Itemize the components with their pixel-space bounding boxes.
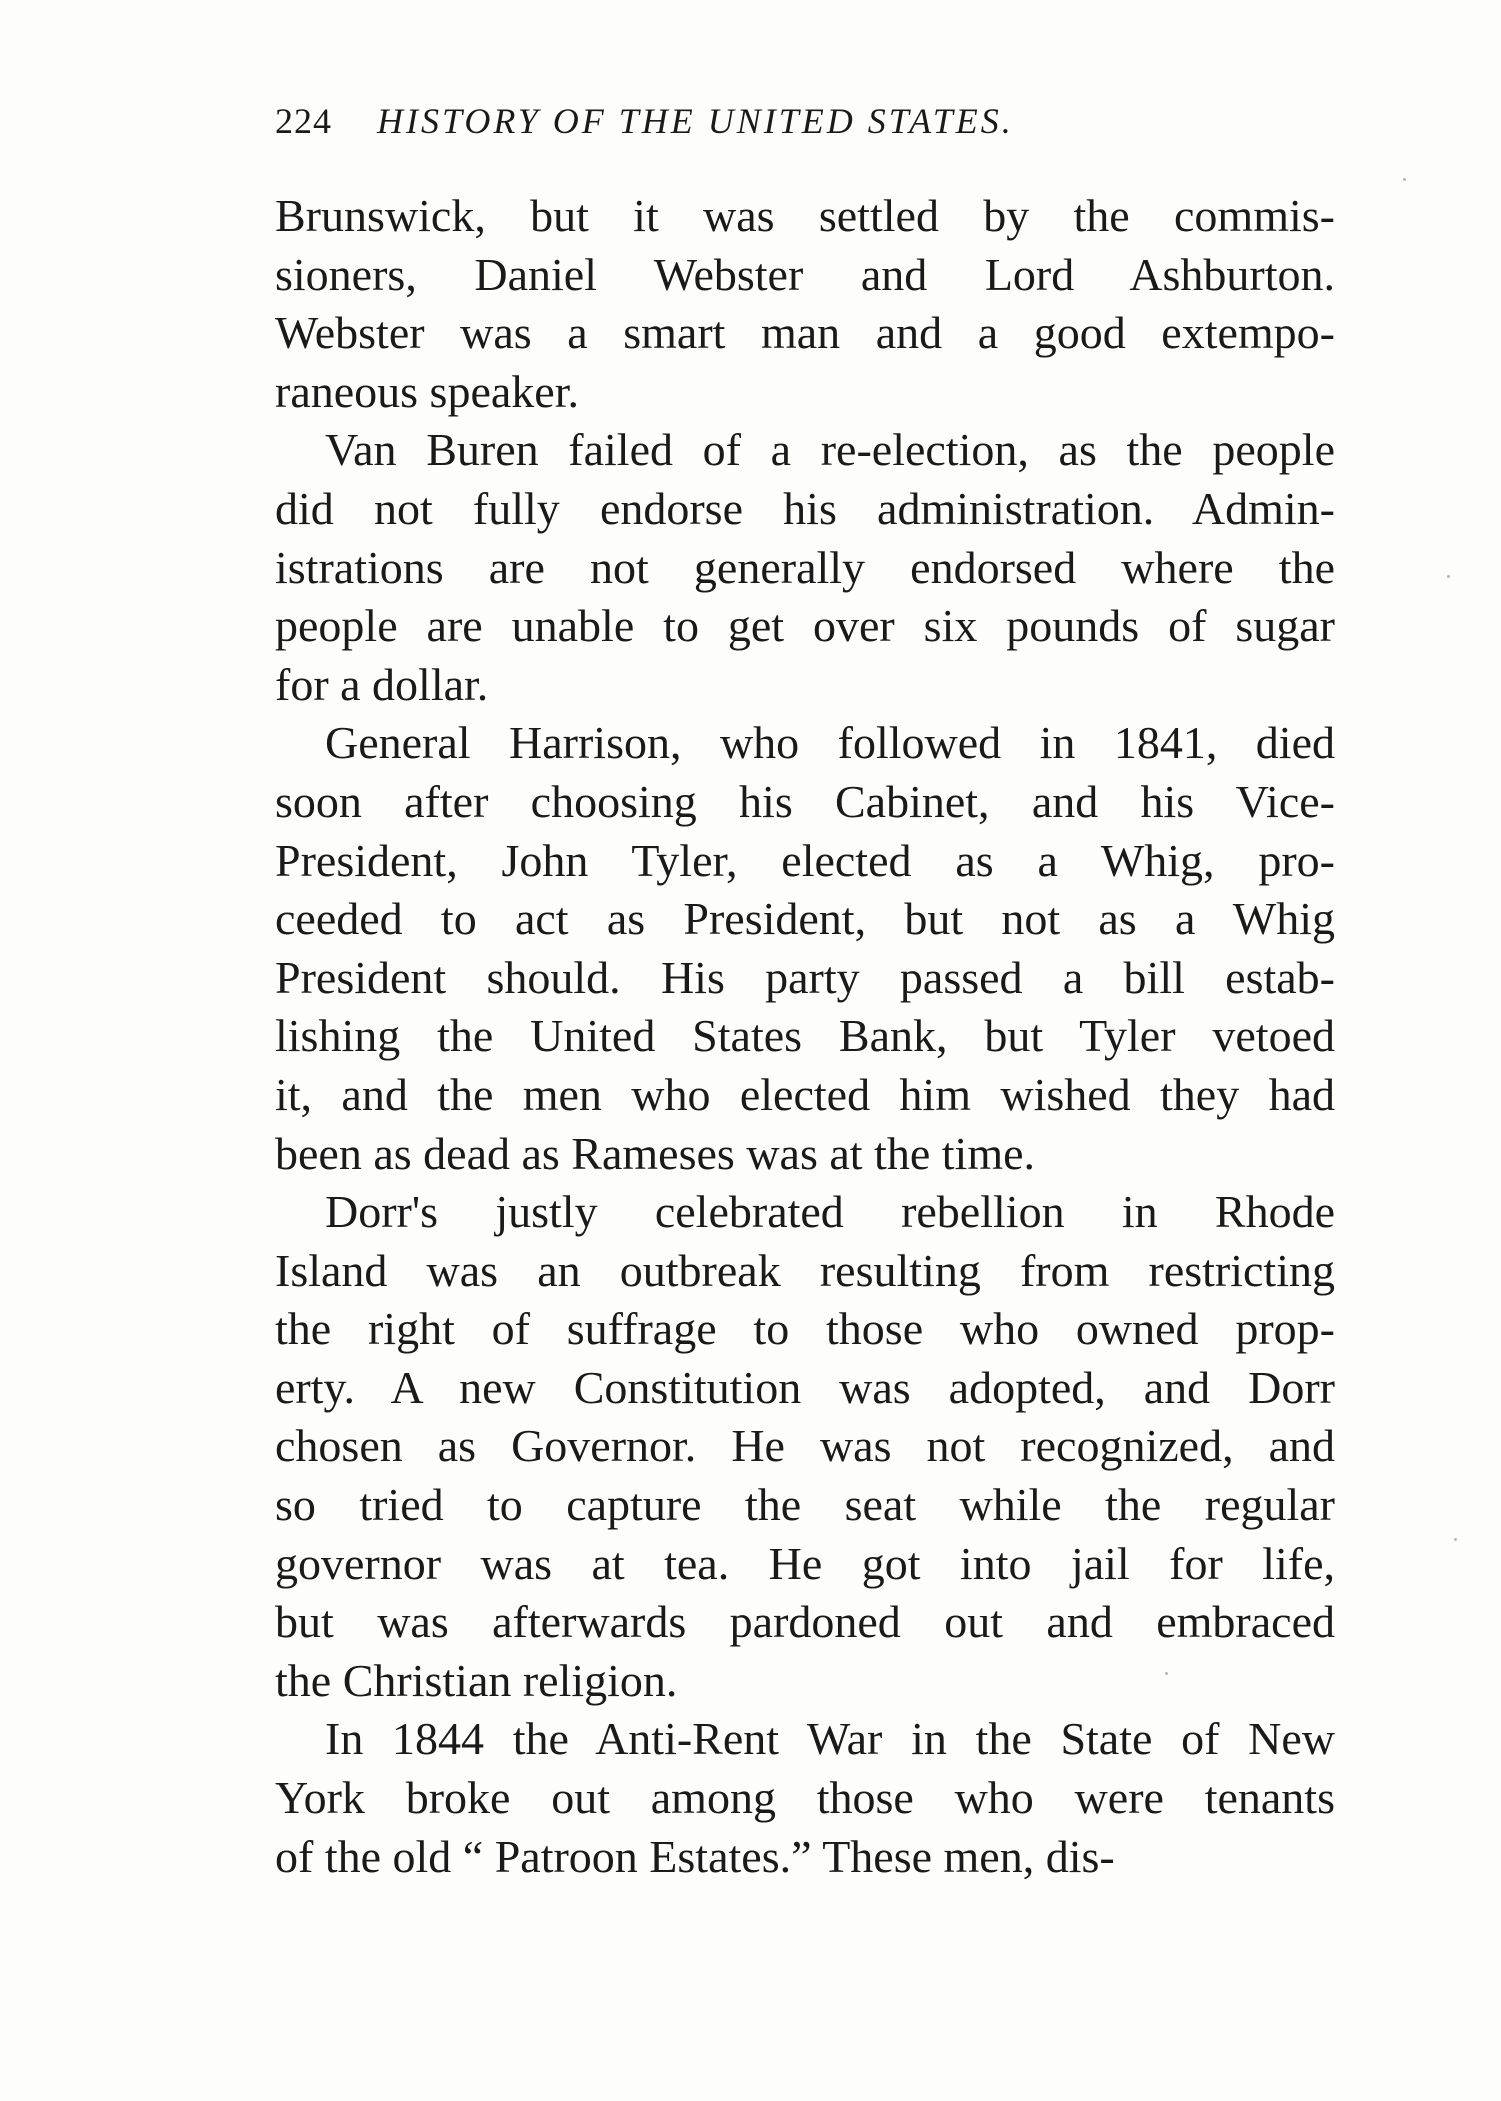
body-text [275, 187, 1335, 1886]
text-line: istrations are not generally endorsed where the [275, 541, 1335, 593]
text-line: did not fully endorse his administration. Admin- [275, 482, 1335, 534]
text-line: Van Buren failed of a re-election, as the people [325, 424, 1335, 476]
text-line: lishing the United States Bank, but Tyler vetoed [275, 1010, 1335, 1062]
text-line: York broke out among those who were tenants [275, 1772, 1335, 1824]
text-line: General Harrison, who followed in 1841, died [325, 717, 1335, 769]
paper-speck [1165, 1672, 1168, 1675]
text-line: governor was at tea. He got into jail for life, [275, 1537, 1335, 1589]
text-line: so tried to capture the seat while the regular [275, 1479, 1335, 1531]
text-line: of the old “ Patroon Estates.” These men, dis- [275, 1830, 1115, 1882]
text-line: Dorr's justly celebrated rebellion in Rhode [325, 1186, 1335, 1238]
paragraph [275, 421, 1335, 714]
text-line: ceeded to act as President, but not as a Whig [275, 893, 1335, 945]
text-line: people are unable to get over six pounds of sugar [275, 600, 1335, 652]
text-line: In 1844 the Anti-Rent War in the State of New [325, 1713, 1335, 1765]
text-line: the Christian religion. [275, 1654, 678, 1706]
text-line: chosen as Governor. He was not recognized, and [275, 1420, 1335, 1472]
paragraph [275, 714, 1335, 1183]
text-line: been as dead as Rameses was at the time. [275, 1127, 1036, 1179]
text-line: but was afterwards pardoned out and embraced [275, 1596, 1335, 1648]
running-title: HISTORY OF THE UNITED STATES. [377, 101, 1014, 141]
text-line: Webster was a smart man and a good extempo- [275, 307, 1335, 359]
paper-speck [1454, 1538, 1457, 1541]
text-line: President should. His party passed a bill estab- [275, 951, 1335, 1003]
text-line: the right of suffrage to those who owned prop- [275, 1303, 1335, 1355]
text-line: for a dollar. [275, 658, 489, 710]
running-head [275, 100, 1335, 150]
text-line: soon after choosing his Cabinet, and his Vice- [275, 775, 1335, 827]
paragraph [275, 1183, 1335, 1710]
paper-speck [1403, 178, 1406, 181]
text-line: President, John Tyler, elected as a Whig, pro- [275, 834, 1335, 886]
text-line: Brunswick, but it was settled by the commis- [275, 190, 1335, 241]
text-line: Island was an outbreak resulting from restricting [275, 1244, 1335, 1296]
paper-speck [1447, 575, 1450, 578]
text-line: raneous speaker. [275, 365, 579, 417]
paragraph [275, 187, 1335, 421]
text-line: erty. A new Constitution was adopted, and Dorr [275, 1361, 1335, 1413]
page-number: 224 [275, 101, 332, 141]
text-line: it, and the men who elected him wished they had [275, 1068, 1335, 1120]
paragraph [275, 1710, 1335, 1886]
text-line: sioners, Daniel Webster and Lord Ashburton. [275, 248, 1335, 300]
